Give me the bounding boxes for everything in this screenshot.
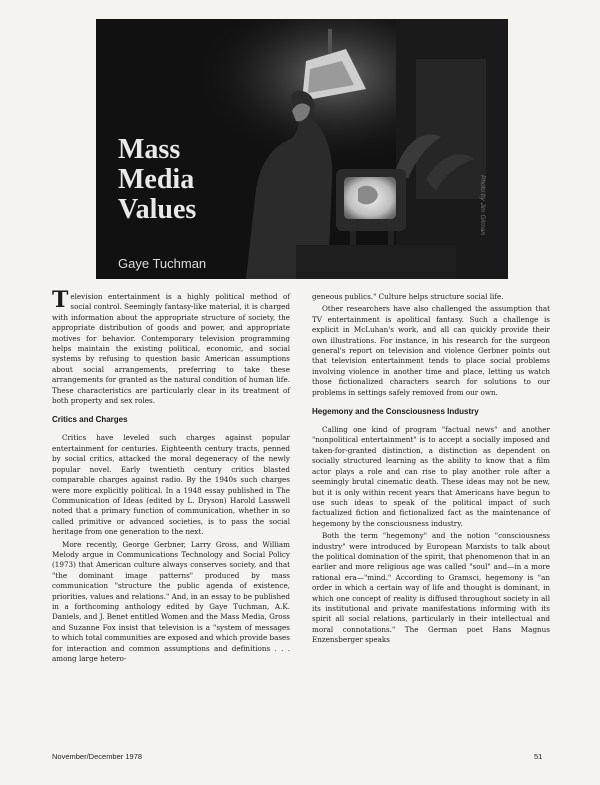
drop-cap: T [52,287,69,313]
title-line-1: Mass [118,134,181,165]
title-line-3: Values [118,194,197,225]
section-heading-hegemony: Hegemony and the Consciousness Industry [312,407,479,417]
author-byline: Gaye Tuchman [118,256,207,271]
issue-date: November/December 1978 [52,752,143,761]
intro-paragraph [52,287,290,406]
right-column [312,292,550,648]
left-column [52,287,290,666]
cover-photo [96,19,508,279]
intro-text: elevision entertainment is a highly political method of social control. Seemingly fantasy-like material, it is charged with information about the appropriate structure of society, the appropriate distribution of goods and power, and appropriate motives for behavior. Contemporary television programming helps maintain the existing political, economic, and social systems by refusing to question basic American assumptions about social arrangements, preferring to take these arrangements for granted as the natural condition of human life. These characteristics are particularly clear in its treatment of both property and sex roles. [52,292,290,406]
article-title [118,135,196,225]
page-number: 51 [534,752,543,761]
photo-credit: Photo by Jim Gilman [479,175,486,235]
paragraph: geneous publics." Culture helps structure social life. [312,292,504,301]
paragraph: Both the term "hegemony" and the notion "consciousness industry" were introduced by European Marxists to talk about the political domination of the spirit, that phenomenon that in an earlier and more religious age was called "soul" and—in a more rational era—"mind." According to Gramsci, hegemony is "an order in which a certain way of life and thought is dominant, in which one concept of reality is diffused throughout society in all its institutional and private manifestations informing with its spirit all social relations, particularly in their intellectual and moral connotations." The German poet Hans Magnus Enzensberger speaks [312,531,550,645]
title-line-2: Media [118,164,195,195]
paragraph: More recently, George Gerbner, Larry Gross, and William Melody argue in Communications Technology and Social Policy (1973) that American culture always conserves society, and that "the dominant image patterns" produced by mass communication "structure the public agenda of existence, priorities, values and relations." And, in an essay to be published in a forthcoming anthology edited by Gaye Tuchman, A.K. Daniels, and J. Benet entitled Women and the Mass Media, Gross and Suzanne Fox insist that television is a "system of messages to which total communities are exposed and which provide bases for interaction and common assumptions and definitions . . . among large hetero- [52,539,290,663]
paragraph: Calling one kind of program "factual news" and another "nonpolitical entertainment" is to accept a socially imposed and taken-for-granted distinction, a distinction as dependent on socially structured learning as the ability to know that a film actor plays a role and can rise to play another role after a seemingly brutal cinematic death. These ideas may not be new, but it is only within recent years that Americans have begun to use such ideas to speak of the political impact of such factualized fiction and fictionalized fact as the maintenance of hegemony by the consciousness industry. [312,425,550,528]
paragraph: Other researchers have also challenged the assumption that TV entertainment is apolitical fantasy. Such a challenge is explicit in McLuhan's work, and all can quickly provide their own illustrations. For instance, in his research for the surgeon general's report on television and violence Gerbner points out that television entertainment tends to place social problems involving violence in another time and place, letting us watch those fictionalized characters search for solutions to our problems in settings safely removed from our own. [312,304,550,397]
paragraph: Critics have leveled such charges against popular entertainment for centuries. Eighteenth century tracts, penned by social critics, attacked the moral degeneracy of the newly popular novel. Early twentieth century critics blasted comparable charges against radio. By the 1940s such charges were more explicitly political. In a 1948 essay published in The Communication of Ideas (edited by L. Dryson) Harold Lasswell noted that a primary function of communication, whether in so called primitive or advanced societies, is to pass the social heritage from one generation to the next. [52,433,290,537]
section-heading-critics: Critics and Charges [52,415,128,425]
